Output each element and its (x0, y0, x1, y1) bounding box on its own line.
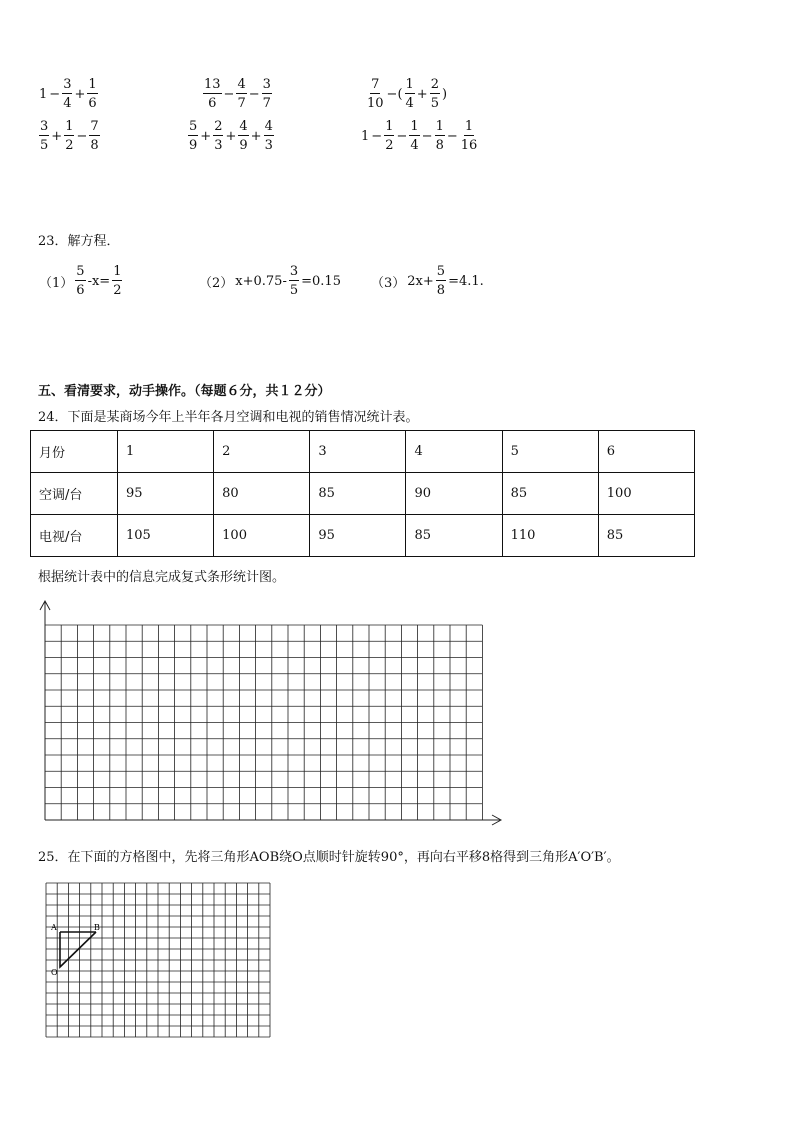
table-row (31, 473, 695, 515)
table-cell: 85 (598, 515, 694, 557)
table-cell: 110 (502, 515, 598, 557)
table-cell: 95 (118, 473, 214, 515)
fraction: $\frac{2}{3}$ (214, 119, 223, 153)
fraction: $\frac{1}{2}$ (65, 119, 74, 153)
fraction: $\frac{1}{4}$ (405, 77, 414, 111)
table-cell: 3 (310, 431, 406, 473)
fraction: $\frac{13}{6}$ (204, 77, 221, 111)
fraction: $\frac{2}{5}$ (430, 77, 439, 111)
table-cell: 95 (310, 515, 406, 557)
expr-1-whole: 1 (39, 86, 48, 102)
fraction: $\frac{7}{8}$ (90, 119, 99, 153)
expr-6: 1 − $\frac{1}{2}$ − $\frac{1}{4}$ − $\frac{1}{8}$ − $\frac{1}{16}$ (361, 119, 478, 153)
fraction: $\frac{1}{6}$ (88, 77, 97, 111)
table-cell: 80 (214, 473, 310, 515)
fraction: $\frac{5}{6}$ (76, 264, 85, 298)
fraction: $\frac{3}{4}$ (63, 77, 72, 111)
fraction: $\frac{7}{10}$ (367, 77, 384, 111)
bar-chart-grid (30, 598, 530, 838)
table-cell: 2 (214, 431, 310, 473)
question-23-title: 23．解方程． (38, 234, 120, 249)
fraction: $\frac{4}{9}$ (239, 119, 248, 153)
table-cell: 5 (502, 431, 598, 473)
question-25-title: 25．在下面的方格图中，先将三角形AOB绕O点顺时针旋转90°，再向右平移8格得到三角形A′O′B′。 (38, 850, 620, 865)
section-heading: 五、看清要求，动手操作。（每题６分，共１２分） (38, 384, 331, 399)
fraction: $\frac{1}{2}$ (385, 119, 394, 153)
fraction: $\frac{1}{4}$ (410, 119, 419, 153)
equation-1: （1） $\frac{5}{6}$ -x= $\frac{1}{2}$ (39, 264, 122, 298)
fraction: $\frac{5}{9}$ (189, 119, 198, 153)
point-b-label: B (94, 923, 100, 932)
rotation-grid (40, 880, 280, 1040)
table-header-cell: 电视/台 (31, 515, 118, 557)
fraction: $\frac{3}{7}$ (262, 77, 271, 111)
fraction: $\frac{1}{8}$ (435, 119, 444, 153)
question-24-instruction: 根据统计表中的信息完成复式条形统计图。 (38, 570, 286, 585)
expr-5: $\frac{5}{9}$ + $\frac{2}{3}$ + $\frac{4}{9}$ + $\frac{4}{3}$ (189, 119, 273, 153)
table-header-cell: 月份 (31, 431, 118, 473)
fraction: $\frac{1}{2}$ (113, 264, 122, 298)
question-24-title: 24．下面是某商场今年上半年各月空调和电视的销售情况统计表。 (38, 410, 419, 425)
equation-3: （3） 2x+ $\frac{5}{8}$ =4.1. (371, 264, 484, 298)
table-row (31, 515, 695, 557)
table-cell: 100 (214, 515, 310, 557)
table-row (31, 431, 695, 473)
table-cell: 85 (310, 473, 406, 515)
table-cell: 1 (118, 431, 214, 473)
fraction: $\frac{1}{16}$ (460, 119, 478, 153)
expr-3: $\frac{7}{10}$ −( $\frac{1}{4}$ + $\frac{2}{5}$ ) (367, 77, 448, 111)
table-cell: 6 (598, 431, 694, 473)
table-cell: 85 (406, 515, 502, 557)
equation-2: （2） x+0.75- $\frac{3}{5}$ =0.15 (199, 264, 341, 298)
table-cell: 105 (118, 515, 214, 557)
table-cell: 90 (406, 473, 502, 515)
sales-table (30, 430, 695, 557)
table-header-cell: 空调/台 (31, 473, 118, 515)
table-cell: 100 (598, 473, 694, 515)
expr-6-whole: 1 (361, 128, 370, 144)
fraction: $\frac{3}{5}$ (40, 119, 49, 153)
fraction: $\frac{4}{3}$ (264, 119, 273, 153)
point-o-label: O (51, 968, 58, 977)
fraction: $\frac{4}{7}$ (237, 77, 246, 111)
table-cell: 85 (502, 473, 598, 515)
expr-2: $\frac{13}{6}$ − $\frac{4}{7}$ − $\frac{3}{7}$ (204, 77, 271, 111)
point-a-label: A (51, 923, 57, 932)
expr-4: $\frac{3}{5}$ + $\frac{1}{2}$ − $\frac{7}{8}$ (40, 119, 99, 153)
fraction: $\frac{5}{8}$ (436, 264, 446, 298)
fraction: $\frac{3}{5}$ (289, 264, 299, 298)
expr-1: 1 − $\frac{3}{4}$ + $\frac{1}{6}$ (39, 77, 97, 111)
table-cell: 4 (406, 431, 502, 473)
